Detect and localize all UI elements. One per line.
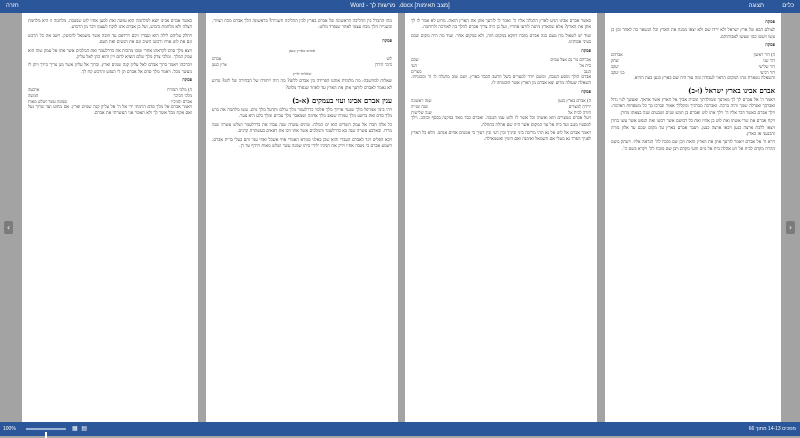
paragraph: ויקח אברם את שרי אשתו ואת לוט בן אחיו ואת כל רכושם אשר רכשו ואת הנפש אשר עשו בחרן ויצאו ללכת ארצה כנען ויבאו ארצה כנען. ויעבר אברם בארץ עד מקום שכם עד אלון מורה והכנעני אז בארץ. xyxy=(611,119,775,138)
paragraph: כל אלה חברו אל עמק השדים הוא ים המלח. שתים עשרה שנה עבדו את כדרלעמר ושלש עשרה שנה מרדו. ובארבע עשרה שנה בא כדרלעמר והמלכים אשר אתו ויכו את רפאים בעשתרת קרנים. xyxy=(212,122,392,135)
menu-view[interactable]: תצוגה xyxy=(748,3,764,9)
caption: אברם בארץ כנען xyxy=(288,48,316,54)
page-3 xyxy=(206,13,398,422)
page-count: מסכים 14-13 מתוך 66 xyxy=(748,426,796,432)
sub-heading: פסקה xyxy=(765,20,775,25)
section-heading: אברם אבינו בארץ ישראל (ו-ב) xyxy=(688,86,775,96)
menu-tools[interactable]: כלים xyxy=(782,3,794,9)
paragraph: מהו ההבדל בין ההליכה הראשונה של אברם בארץ לבין ההליכה השנייה? בראשונה הלך אברם מכח הציווי, ובשנייה הלך מכח עצמו לאחר שנפרד מלוט. xyxy=(212,19,392,31)
table-cell: ארבעה xyxy=(28,86,40,92)
paragraph: ויעל אברם ממצרים הוא ואשתו וכל אשר לו ולוט עמו הנגבה. ואברם כבד מאד במקנה בכסף ובזהב. וילך למסעיו מנגב ועד בית אל עד המקום אשר היה שם אהלה בתחלה. xyxy=(411,116,591,128)
page-2 xyxy=(405,13,597,422)
table-cell: שמונה עשר ושלש מאות xyxy=(28,98,68,104)
table-cell: חמשה xyxy=(28,92,39,98)
zoom-level: 100% xyxy=(3,426,16,432)
table-cell: דור שני xyxy=(763,57,775,63)
table-cell: יצחק xyxy=(611,57,620,63)
table-line xyxy=(212,62,392,68)
table-cell: שנה שלישית xyxy=(411,110,432,116)
page-4 xyxy=(22,13,198,422)
chevron-left-icon: ‹ xyxy=(6,223,11,232)
paragraph: ויברכהו ויאמר ברוך אברם לאל עליון קנה שמים וארץ. וברוך אל עליון אשר מגן צריך בידך ויתן לו מעשר מכל. ויאמר מלך סדם אל אברם תן לי הנפש והרכש קח לך. xyxy=(28,63,192,75)
table-cell: בני יעקב xyxy=(611,69,625,75)
paragraph: שאלות למחשבה: מה מלמדת אותנו הפרידה בין אברם ללוט? מה היה ייחודה של הבחירה של לוט? מדוע לא נאמר לאברם לזרעך אתן את הארץ עד לאחר שנפרד מלוט? xyxy=(212,79,392,91)
table-cell: אברהם גור גם אצל עמים xyxy=(550,57,591,63)
sub-heading: פסקה xyxy=(581,48,591,54)
paragraph: כאשר אברם אבינו הגיע לארץ התגלה אליו ה' ואמר לו לזרעך אתן את הארץ הזאת. מדוע לא אמר לו לך אתן את הארץ? אלא שהארץ ניתנה לזרעו אחריו, ועל כן היה צריך אברם להלך בה לאורכה ולרוחבה. xyxy=(411,19,591,31)
caption: שאלות לדיון xyxy=(292,71,312,77)
paragraph: ועוד יש לשאול מה טעם בנה אברם מזבח דווקא במקום הזה, ולא במקום אחר. ועוד מה היה מקום שכם בעיני אבותינו. xyxy=(411,33,591,46)
prev-page-button[interactable] xyxy=(4,221,13,234)
sub-heading: פסקה xyxy=(581,89,591,95)
table-cell: אברם וחניכיו xyxy=(171,98,192,104)
table-cell: ה) אברם בארץ כנען xyxy=(558,98,591,104)
next-page-button[interactable] xyxy=(786,221,795,234)
table-cell: אברם xyxy=(212,56,222,62)
table-cell: לוט xyxy=(386,56,392,62)
paragraph: ויאמר אברם אל לוט אל נא תהי מריבה ביני וביניך ובין רעי ובין רעיך כי אנשים אחים אנחנו. הלא כל הארץ לפניך הפרד נא מעלי אם השמאל ואימנה ואם הימין ואשמאילה. xyxy=(411,131,591,143)
status-bar xyxy=(0,422,800,436)
table-cell: ה) מלכי המזרח xyxy=(167,86,192,92)
paragraph: ויהי בימי אמרפל מלך שנער אריוך מלך אלסר כדרלעמר מלך עילם ותדעל מלך גוים. עשו מלחמה את ברע מלך סדם ואת ברשע מלך עמרה שנאב מלך אדמה ושמאבר מלך צביים ומלך בלע היא צער. xyxy=(212,108,392,120)
paragraph: לעולם הבא של ארץ ישראל ולא ירדו שם ולא יצאו ממנה את הארץ וכל הנשאר בה לאחר זמן כן עשו ויעשו כמו שעשו לאבותיהם. xyxy=(611,28,775,40)
table-cell: מלכי הכיכר xyxy=(173,92,192,98)
table-cell: חזרה לבית אל xyxy=(568,110,591,116)
table-cell: שנה שנייה xyxy=(411,104,428,110)
sub-heading: פסקה xyxy=(182,78,192,84)
table-cell: יעקב xyxy=(611,63,619,69)
page-1 xyxy=(605,13,781,422)
paragraph: ויבא הפליט ויגד לאברם העברי והוא שכן באלני ממרא האמרי אחי אשכל ואחי ענר והם בעלי ברית אברם. וישמע אברם כי נשבה אחיו וירק את חניכיו ילידי ביתו שמנה עשר ושלש מאות וירדף עד דן. xyxy=(212,137,392,150)
table-cell: ירידה למצרים xyxy=(568,104,591,110)
document-title: Word - ‏ מרשות לך .docx ‏[מצב תאימות] xyxy=(350,3,450,9)
table-cell: אברהם xyxy=(611,51,623,57)
view-buttons[interactable]: ▦ ▤ xyxy=(72,426,89,432)
table-cell: שכם xyxy=(411,57,419,63)
table-cell: דור שלישי xyxy=(758,63,775,69)
reading-area xyxy=(0,13,800,422)
zoom-slider-thumb[interactable] xyxy=(45,432,47,438)
table-cell: דור רביעי xyxy=(759,69,775,75)
chevron-right-icon: › xyxy=(788,223,793,232)
zoom-slider[interactable] xyxy=(26,428,66,430)
paragraph: והשאלה נשארת מהו המקום הראוי לעבודה ומה עוד היה שם בארץ כנען בעת ההיא. xyxy=(633,75,775,81)
paragraph: ויצא מלך סדם לקראתו אחרי שובו מהכות את כדרלעמר ואת המלכים אשר אתו אל עמק שוה הוא עמק המלך. ומלכי צדק מלך שלם הוציא לחם ויין והוא כהן לאל עליון. xyxy=(28,48,192,61)
paragraph: כאשר אברם אבינו יוצא למלחמה הוא עושה זאת למען אחיו לוט שנשבה. מלחמה זו היא מלחמת הצלה ולא מלחמת כיבוש, ועל כן אברם אינו לוקח לעצמו דבר מן הרכוש. xyxy=(28,19,192,31)
table-cell: ה) דור ראשון xyxy=(753,51,775,57)
table-cell: ארץ כנען xyxy=(212,62,227,68)
sub-heading: פסקה xyxy=(382,38,392,44)
table-cell: הנגב xyxy=(583,69,591,75)
paragraph: ויחלק עליהם לילה הוא ועבדיו ויכם וירדפם עד חובה אשר משמאל לדמשק. וישב את כל הרכש וגם את לוט אחיו ורכשו השיב וגם את הנשים ואת העם. xyxy=(28,33,192,46)
table-cell: מצרים xyxy=(411,69,422,75)
title-bar xyxy=(0,0,800,13)
paragraph: ויאמר ה' אל אברם לך לך מארצך וממולדתך ומבית אביך אל הארץ אשר אראך. ואעשך לגוי גדול ואברכך ואגדלה שמך והיה ברכה. ואברכה מברכיך ומקללך אאור ונברכו בך כל משפחות האדמה. וילך אברם כאשר דבר אליו ה' וילך אתו לוט ואברם בן חמש שנים ושבעים שנה בצאתו מחרן. xyxy=(611,98,775,116)
paragraph: ויאמר אברם אל מלך סדם הרמתי ידי אל ה' אל עליון קנה שמים וארץ. אם מחוט ועד שרוך נעל ואם אקח מכל אשר לך ולא תאמר אני העשרתי את אברם. xyxy=(28,104,192,117)
sub-heading: פסקה xyxy=(765,43,775,49)
spacer xyxy=(212,34,392,38)
table-cell: בית אל xyxy=(579,63,591,69)
paragraph: אברם הולך ונוסע הנגבה, ומשם יורד למצרים בשל הרעב הכבד בארץ. ושם שוב מתגלה לו ה' ומבטיחו. השאלה שעולה מדוע יצא אברם מן הארץ אשר הובטחה לו. xyxy=(411,75,591,87)
table-cell: כיכר הירדן xyxy=(374,62,392,68)
section-heading: ענין אברם אבינו ועזי בעמקים (א-ב) xyxy=(292,96,392,106)
paragraph: וירא ה' אל אברם ויאמר לזרעך אתן את הארץ הזאת ויבן שם מזבח לה' הנראה אליו. ויעתק משם ההרה מקדם לבית אל ויט אהלה בית אל מים והעי מקדם ויבן שם מזבח לה' ויקרא בשם ה'. xyxy=(611,140,775,152)
menu-back[interactable]: חזרה xyxy=(6,3,19,9)
table-cell: שנה ראשונה xyxy=(411,98,432,104)
table-cell: העי xyxy=(411,63,417,69)
